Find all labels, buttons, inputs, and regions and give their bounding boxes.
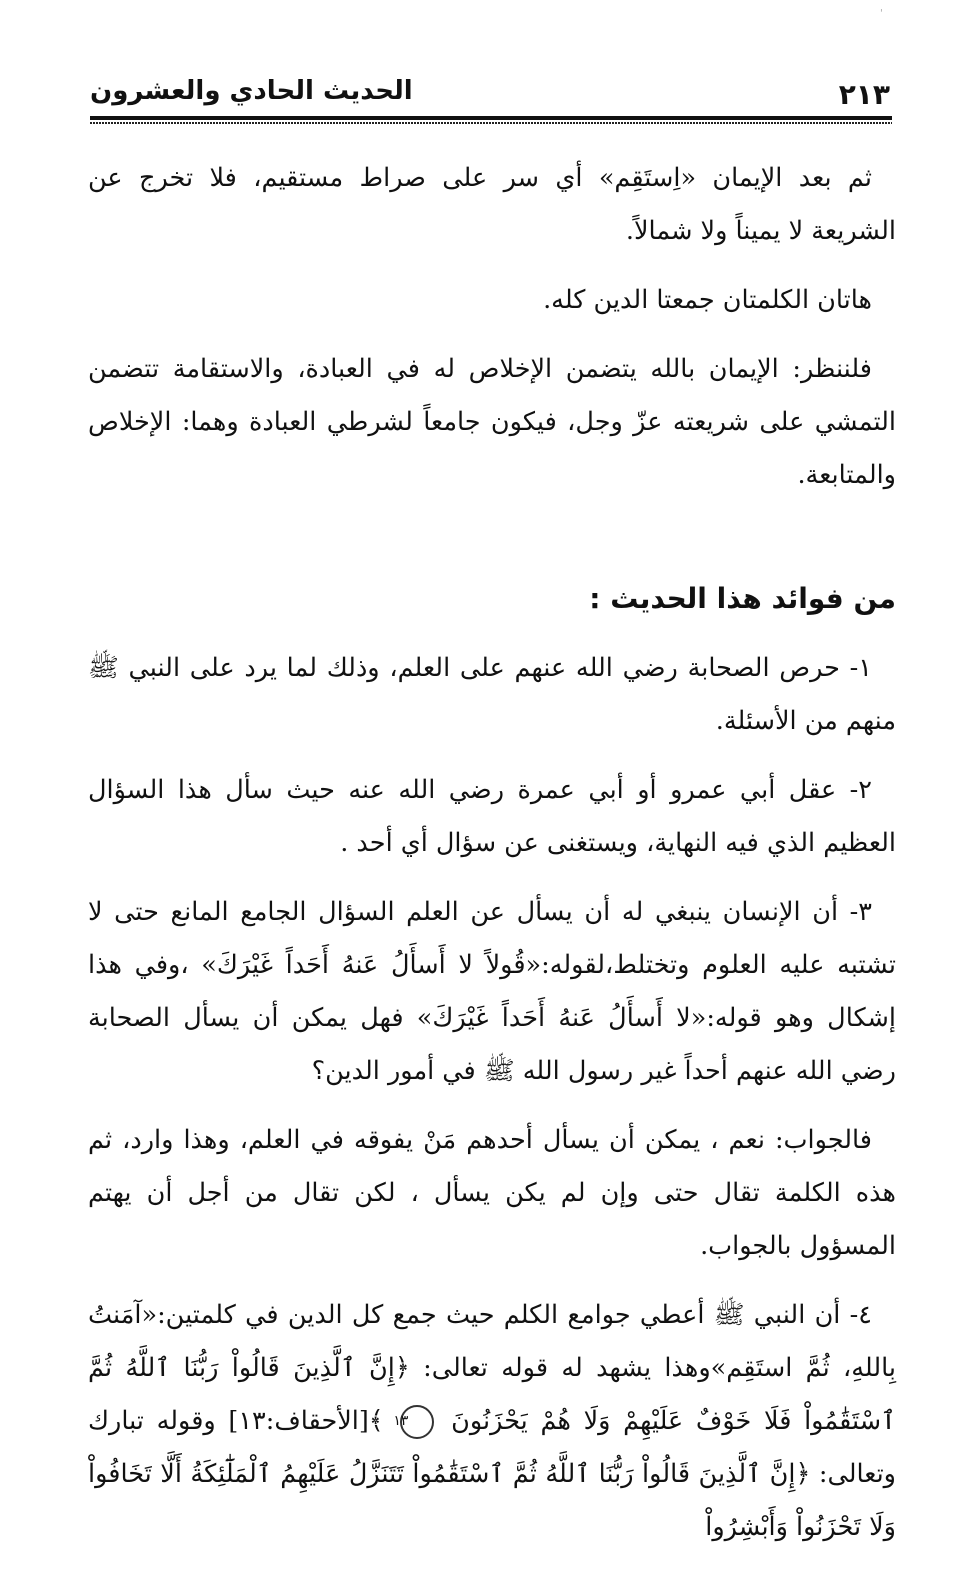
benefit-4-rest: ﴾[الأحقاف:١٣] وقوله تبارك وتعالى: ﴿إِنَّ ٱلَّذِينَ قَالُواْ رَبُّنَا ٱللَّهُ ثُمَّ ٱسْتَقَٰمُواْ تَتَنَزَّلُ عَلَيْهِمُ ٱلْمَلَٰٓئِكَةُ أَلَّا تَخَافُواْ وَلَا تَحْزَنُواْ وَأَبْشِرُواْ bbox=[88, 1406, 896, 1542]
running-title: الحديث الحادي والعشرون bbox=[90, 76, 413, 106]
section-heading: من فوائد هذا الحديث : bbox=[589, 582, 896, 615]
benefit-4-intro: ٤- أن النبي ﷺ أعطي جوامع الكلم حيث جمع كل الدين في كلمتين:«آمَنتُ بِاللهِ، ثُمَّ استَقِم»وهذا يشهد له قوله تعالى: ﴿إِنَّ ٱلَّذِينَ قَالُواْ رَبُّنَا ٱللَّهُ ثُمَّ ٱسْتَقَٰمُواْ فَلَا خَوْفٌ عَلَيْهِمْ وَلَا هُمْ يَحْزَنُونَ bbox=[88, 1300, 896, 1436]
page-header bbox=[90, 70, 890, 114]
benefit-3-answer: فالجواب: نعم ، يمكن أن يسأل أحدهم مَنْ يفوقه في العلم، وهذا وارد، ثم هذه الكلمة تقال حتى وإن لم يكن يسأل ، لكن تقال من أجل أن يهتم المسؤول بالجواب. bbox=[88, 1125, 896, 1261]
ayah-number-mark: ١٣ bbox=[400, 1405, 434, 1439]
corner-mark: ' bbox=[880, 8, 883, 19]
benefit-4 bbox=[88, 1289, 896, 1554]
paragraph-reflection: فلننظر: الإيمان بالله يتضمن الإخلاص له في العبادة، والاستقامة تتضمن التمشي على شريعته عزّ وجل، فيكون جامعاً لشرطي العبادة وهما: الإخلاص والمتابعة. bbox=[88, 354, 896, 490]
header-rule bbox=[90, 116, 892, 120]
paragraph-two-words: هاتان الكلمتان جمعتا الدين كله. bbox=[543, 285, 872, 315]
page-number: ٢١٣ bbox=[838, 78, 890, 111]
benefit-1: ١- حرص الصحابة رضي الله عنهم على العلم، وذلك لما يرد على النبي ﷺ منهم من الأسئلة. bbox=[88, 653, 896, 736]
main-text bbox=[88, 152, 896, 1570]
benefit-3: ٣- أن الإنسان ينبغي له أن يسأل عن العلم السؤال الجامع المانع حتى لا تشتبه عليه العلوم وتختلط،لقوله:«قُولاً لا أَسأَلُ عَنهُ أَحَداً غَيْرَكَ» ،وفي هذا إشكال وهو قوله:«لا أَسأَلُ عَنهُ أَحَداً غَيْرَكَ» فهل يمكن أن يسأل الصحابة رضي الله عنهم أحداً غير رسول الله ﷺ في أمور الدين؟ bbox=[88, 897, 896, 1086]
benefit-2: ٢- عقل أبي عمرو أو أبي عمرة رضي الله عنه حيث سأل هذا السؤال العظيم الذي فيه النهاية، ويستغنى عن سؤال أي أحد . bbox=[88, 775, 896, 858]
paragraph-iman-istiqama: ثم بعد الإيمان «اِستَقِم» أي سر على صراط مستقيم، فلا تخرج عن الشريعة لا يميناً ولا شمالاً. bbox=[88, 163, 896, 246]
header-rule-dotted bbox=[90, 122, 892, 124]
